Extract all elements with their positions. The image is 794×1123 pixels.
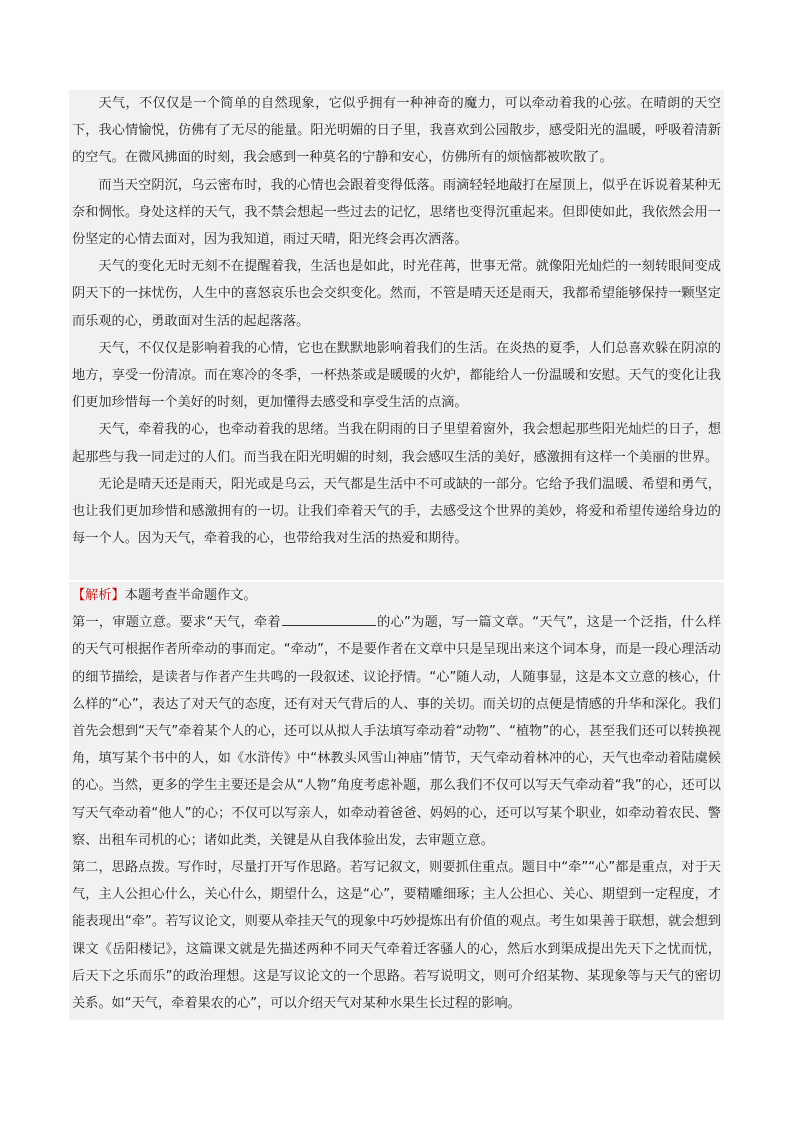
title-blank [282, 624, 376, 626]
essay-paragraph-2: 而当天空阴沉，乌云密布时，我的心情也会跟着变得低落。雨滴轻轻地敲打在屋顶上，似乎在诉说着某种无奈和惆怅。身处这样的天气，我不禁会想起一些过去的记忆，思绪也变得沉重起来。但即使如此，我依然会用一份坚定的心情去面对，因为我知道，雨过天晴，阳光终会再次洒落。 [72, 177, 721, 248]
analysis-point-2: 第二，思路点拨。写作时，尽量打开写作思路。若写记叙文，则要抓住重点。题目中“牵”“心”都是重点，对于天气，主人公担心什么，关心什么，期望什么，这是“心”，要精雕细琢；主人公担心、关心、期望到一定程度，才能表现出“牵”。若写议论文，则要从牵挂天气的现象中巧妙提炼出有价值的观点。考生如果善于联想，就会想到课文《岳阳楼记》，这篇课文就是先描述两种不同天气牵着迁客骚人的心，然后水到渠成提出先天下之忧而忧，后天下之乐而乐”的政治理想。这是写议论文的一个思路。若写说明文，则可介绍某物、某现象等与天气的密切关系。如“天气，牵着果农的心”，可以介绍天气对某种水果生长过程的影响。 [72, 860, 721, 1012]
analysis-point-1 [69, 609, 724, 854]
essay-block [69, 90, 724, 580]
essay-paragraph-6: 无论是晴天还是雨天，阳光或是乌云，天气都是生活中不可或缺的一部分。它给予我们温暖、希望和勇气，也让我们更加珍惜和感激拥有的一切。让我们牵着天气的手，去感受这个世界的美妙，将爱和希望传递给身边的每一个人。因为天气，牵着我的心，也带给我对生活的热爱和期待。 [72, 476, 721, 547]
essay-paragraph-4: 天气，不仅仅是影响着我的心情，它也在默默地影响着我们的生活。在炎热的夏季，人们总喜欢躲在阴凉的地方，享受一份清凉。而在寒冷的冬季，一杯热茶或是暖暖的火炉，都能给人一份温暖和安慰。天气的变化让我们更加珍惜每一个美好的时刻，更加懂得去感受和享受生活的点滴。 [72, 340, 721, 411]
analysis-tag: 【解析】 [72, 588, 125, 603]
essay-paragraph-5: 天气，牵着我的心，也牵动着我的思绪。当我在阴雨的日子里望着窗外，我会想起那些阳光灿烂的日子，想起那些与我一同走过的人们。而当我在阳光明媚的时刻，我会感叹生活的美好，感激拥有这样一个美丽的世界。 [72, 422, 721, 465]
analysis-intro-text: 本题考查半命题作文。 [124, 588, 257, 603]
essay-paragraph-3: 天气的变化无时无刻不在提醒着我，生活也是如此，时光荏苒，世事无常。就像阳光灿烂的一刻转眼间变成阴天下的一抹忧伤，人生中的喜怒哀乐也会交织变化。然而，不管是晴天还是雨天，我都希望能够保持一颗坚定而乐观的心，勇敢面对生活的起起落落。 [72, 259, 721, 329]
analysis-point-1-start: 第一，审题立意。要求“天气，牵着 [72, 615, 281, 631]
analysis-point-1-rest: 的心”为题，写一篇文章。“天气”，这是一个泛指，什么样的天气可根据作者所牵动的事而定。“牵动”，不是要作者在文章中只是呈现出来这个词本身，而是一段心理活动的细节描绘，是读者与作者产生共鸣的一段叙述、议论抒情。“心”随人动，人随事显，这是本文立意的核心，什么样的“心”，表达了对天气的态度，还有对天气背后的人、事的关切。而关切的点便是情感的升华和深化。我们首先会想到“天气”牵着某个人的心，还可以从拟人手法填写牵动着“动物”、“植物”的心，甚至我们还可以转换视角，填写某个书中的人，如《水浒传》中“林教头风雪山神庙”情节，天气牵动着林冲的心，天气也牵动着陆虞候的心。当然，更多的学生主要还是会从“人物”角度考虑补题，那么我们不仅可以写天气牵动着“我”的心，还可以写天气牵动着“他人”的心；不仅可以写亲人，如牵动着爸爸、妈妈的心，还可以写某个职业，如牵动着农民、警察、出租车司机的心；诸如此类，关键是从自我体验出发，去审题立意。 [72, 615, 721, 848]
analysis-intro [69, 582, 724, 609]
essay-paragraph-1: 天气，不仅仅是一个简单的自然现象，它似乎拥有一种神奇的魔力，可以牵动着我的心弦。在晴朗的天空下，我心情愉悦，仿佛有了无尽的能量。阳光明媚的日子里，我喜欢到公园散步，感受阳光的温暖，呼吸着清新的空气。在微风拂面的时刻，我会感到一种莫名的宁静和安心，仿佛所有的烦恼都被吹散了。 [72, 96, 721, 166]
analysis-block [69, 582, 724, 1020]
